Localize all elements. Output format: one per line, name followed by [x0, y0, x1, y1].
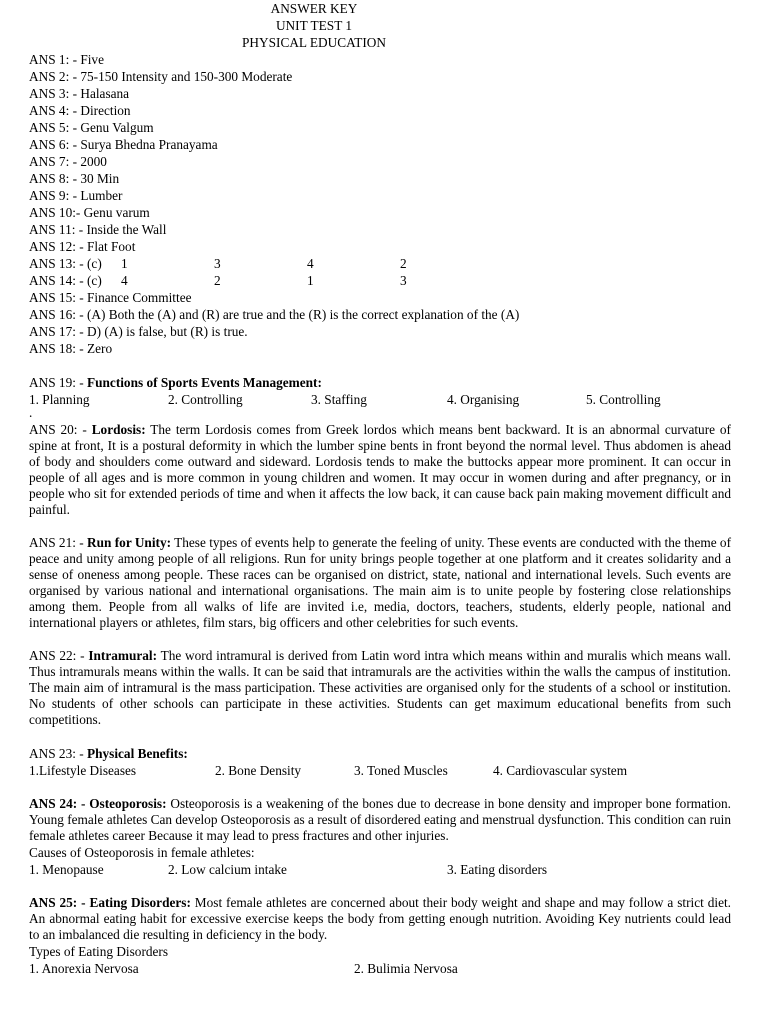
answer-23-list: [29, 762, 731, 779]
answer-key-page: [29, 0, 731, 977]
list-item: 3. Eating disorders: [447, 862, 548, 877]
list-item: 2. Bulimia Nervosa: [354, 961, 458, 976]
answer-22-paragraph: [29, 648, 731, 728]
answer-19-prefix: ANS 19: -: [29, 375, 84, 390]
answer-line: ANS 9: - Lumber: [29, 188, 123, 203]
answer-24-paragraph: [29, 796, 731, 844]
answer-19-title: Functions of Sports Events Management:: [87, 375, 322, 390]
answer-23-title: Physical Benefits:: [87, 746, 188, 761]
answer-25-types-label: Types of Eating Disorders: [29, 944, 169, 959]
answer-21-paragraph: [29, 535, 731, 631]
header-title: ANSWER KEY: [270, 1, 358, 16]
answer-19-heading: [29, 374, 731, 391]
short-answers: [29, 51, 731, 255]
list-item: 1. Menopause: [29, 862, 104, 877]
answer-line: ANS 6: - Surya Bhedna Pranayama: [29, 137, 218, 152]
match-value: 2: [214, 273, 221, 288]
match-value: 1: [307, 273, 314, 288]
list-item: 3. Toned Muscles: [354, 763, 448, 778]
answer-24-causes-list: [29, 861, 731, 878]
answer-13-matching: [29, 255, 731, 272]
match-value: 3: [214, 256, 221, 271]
list-item: 2. Bone Density: [215, 763, 302, 778]
list-item: 1.Lifestyle Diseases: [29, 763, 137, 778]
answer-line: ANS 5: - Genu Valgum: [29, 120, 154, 135]
list-item: 1. Planning: [29, 392, 90, 407]
list-item: 2. Low calcium intake: [168, 862, 287, 877]
answer-23-prefix: ANS 23: -: [29, 746, 84, 761]
answer-25-paragraph: [29, 895, 731, 943]
list-item: 4. Cardiovascular system: [493, 763, 628, 778]
answer-20-paragraph: [29, 422, 731, 518]
answer-20-prefix: ANS 20: -: [29, 422, 87, 437]
answer-24-text: Osteoporosis is a weakening of the bones due to decrease in bone density and improper bone formation. Young female athletes Can develop Osteoporosis as a result of disordered eating and menstrual dysfunction. This condition can ruin female athletes career Because it may lead to press fractures and other injuries.: [29, 796, 732, 843]
match-value: 4: [307, 256, 314, 271]
answer-21-title: Run for Unity:: [87, 535, 172, 550]
answer-25-title: ANS 25: - Eating Disorders:: [29, 895, 191, 910]
answer-line: ANS 11: - Inside the Wall: [29, 222, 167, 237]
answer-line: ANS 1: - Five: [29, 52, 104, 67]
answer-line: ANS 16: - (A) Both the (A) and (R) are true and the (R) is the correct explanation of the (A): [29, 307, 520, 322]
answer-22-prefix: ANS 22: -: [29, 648, 85, 663]
answer-14-prefix: ANS 14: - (c): [29, 273, 102, 288]
answer-23-heading: [29, 745, 731, 762]
answer-21-prefix: ANS 21: -: [29, 535, 84, 550]
match-value: 4: [121, 273, 128, 288]
list-item: 3. Staffing: [311, 392, 367, 407]
answer-20-text: The term Lordosis comes from Greek lordos which means bent backward. It is an abnormal curvature of spine at front, It is a postural deformity in which the lumber spine bents in front beyond the normal level. Thus abdomen is ahead of body and shoulders come outward and sideward. Lordosis tends to make the buttocks appear more prominent. It can occur in people of all ages and is more common in young children and women. It may occur in women during and after pregnancy, or in people who sit for extended periods of time and when it affects the low back, it can cause back pain making movement difficult and painful.: [29, 422, 731, 517]
answer-24-title: ANS 24: - Osteoporosis:: [29, 796, 167, 811]
short-answers-2: [29, 289, 731, 357]
stray-dot: .: [29, 405, 33, 420]
match-value: 1: [121, 256, 128, 271]
header-subject: PHYSICAL EDUCATION: [242, 35, 386, 50]
header-unit: UNIT TEST 1: [275, 18, 353, 33]
match-value: 3: [400, 273, 407, 288]
answer-line: ANS 7: - 2000: [29, 154, 107, 169]
answer-line: ANS 12: - Flat Foot: [29, 239, 136, 254]
answer-20-title: Lordosis:: [91, 422, 146, 437]
answer-22-text: The word intramural is derived from Latin word intra which means within and muralis which means wall. Thus intramurals means within the walls. It can be said that intramurals are the activities within the walls the campus of institution. The main aim of intramural is the mass participation. These activities are organised only for the students of a school or institution. No students of other schools can participate in these activities. Students can get maximum educational benefits from such competitions.: [29, 648, 731, 727]
match-value: 2: [400, 256, 407, 271]
answer-line: ANS 15: - Finance Committee: [29, 290, 192, 305]
document-header: [29, 0, 599, 51]
list-item: 1. Anorexia Nervosa: [29, 961, 139, 976]
answer-25-text: Most female athletes are concerned about their body weight and shape and may follow a strict diet. An abnormal eating habit for excessive exercise keeps the body from getting enough nutrition. Avoiding Key nutrients could lead to an imbalanced die resulting in deficiency in the body.: [29, 895, 731, 942]
answer-24-causes-label: Causes of Osteoporosis in female athletes:: [29, 845, 255, 860]
answer-13-prefix: ANS 13: - (c): [29, 256, 102, 271]
answer-line: ANS 17: - D) (A) is false, but (R) is true.: [29, 324, 248, 339]
answer-line: ANS 3: - Halasana: [29, 86, 130, 101]
answer-line: ANS 18: - Zero: [29, 341, 113, 356]
answer-line: ANS 2: - 75-150 Intensity and 150-300 Moderate: [29, 69, 293, 84]
list-item: 4. Organising: [447, 392, 520, 407]
answer-line: ANS 8: - 30 Min: [29, 171, 120, 186]
list-item: 2. Controlling: [168, 392, 243, 407]
answer-22-title: Intramural:: [88, 648, 158, 663]
list-item: 5. Controlling: [586, 392, 661, 407]
answer-line: ANS 4: - Direction: [29, 103, 131, 118]
answer-line: ANS 10:- Genu varum: [29, 205, 150, 220]
answer-19-list: [29, 391, 731, 408]
answer-21-text: These types of events help to generate the feeling of unity. These events are conducted with the theme of peace and unity among people of all religions. Run for unity brings people together at one platform and it creates solidarity and a sense of oneness among people. These races can be organised on district, state, national and international levels. Such events are organised by various national and international organisations. The main aim is to unite people by fostering close relationships among them. People from all walks of life are invited i.e, media, doctors, teachers, students, elderly people, national and international players or athletes, film stars, big officers and other celebrities for such events.: [29, 535, 732, 630]
answer-14-matching: [29, 272, 731, 289]
answer-25-types-list: [29, 960, 731, 977]
